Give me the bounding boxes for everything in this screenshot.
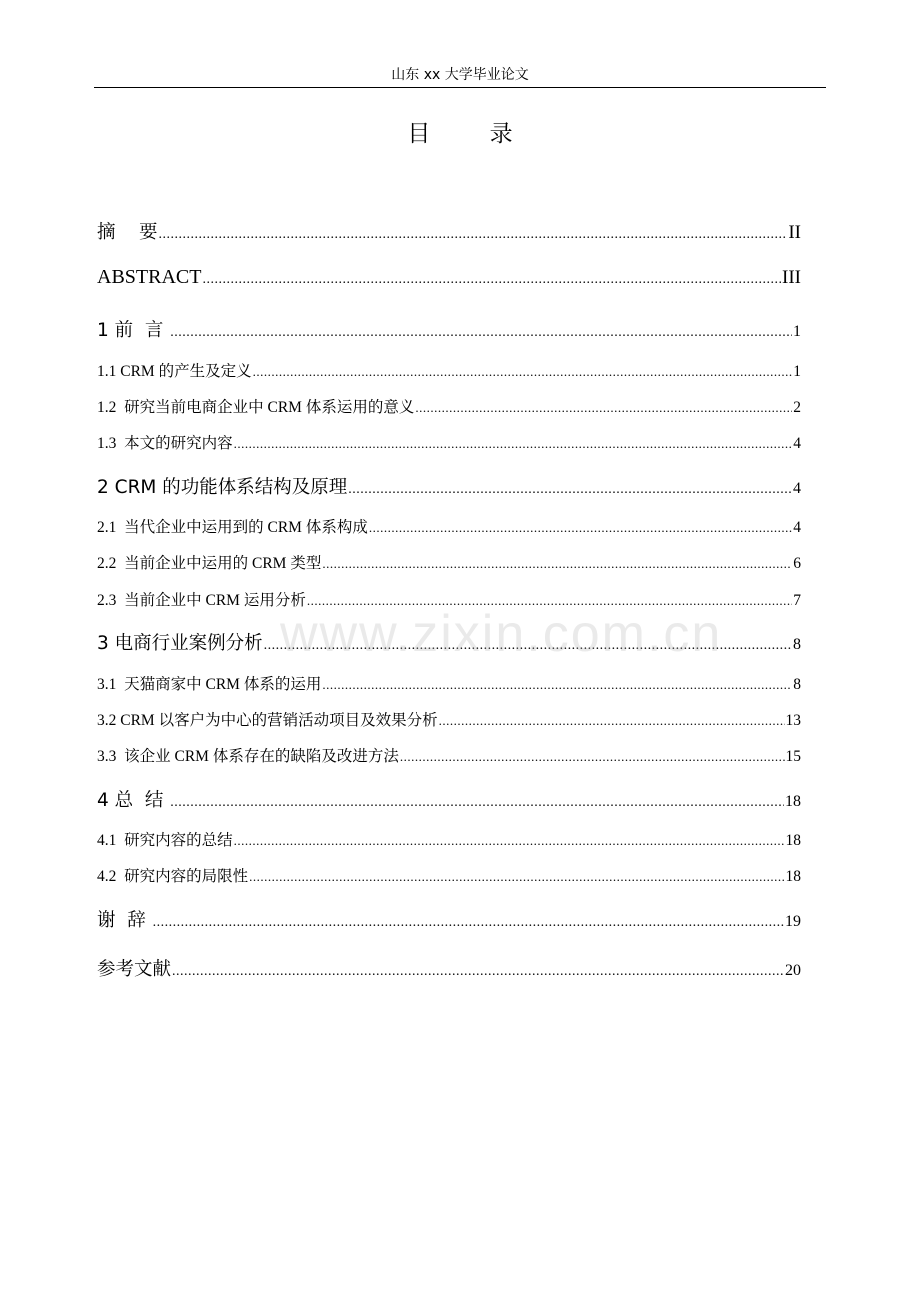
toc-entry-label: 1.3 本文的研究内容 [97, 435, 233, 452]
toc-entry-chapter-4[interactable] [97, 786, 801, 812]
toc-entry-label: 3 电商行业案例分析 [97, 633, 263, 654]
toc-entry-chapter-2[interactable] [97, 473, 801, 499]
toc-page-number: 8 [793, 676, 801, 693]
watermark-text: www.zixin.com.cn [280, 605, 723, 663]
toc-entry-section-1-2[interactable] [97, 395, 801, 417]
toc-page-number: 18 [785, 793, 801, 810]
toc-entry-label: 摘 要 [97, 222, 158, 243]
toc-title: 目 录 [407, 121, 539, 147]
toc-entry-section-2-1[interactable] [97, 515, 801, 537]
toc-leader-dots [264, 638, 792, 654]
toc-leader-dots [202, 272, 781, 288]
toc-page-number: 20 [785, 962, 801, 979]
toc-entry-section-4-1[interactable] [97, 828, 801, 850]
toc-leader-dots [170, 795, 784, 811]
toc-leader-dots [348, 482, 792, 498]
toc-entry-label: 2 CRM 的功能体系结构及原理 [97, 477, 348, 498]
toc-page-number: 2 [793, 399, 801, 416]
toc-entry-section-3-2[interactable] [97, 708, 801, 730]
toc-leader-dots [307, 593, 792, 609]
toc-leader-dots [159, 227, 788, 243]
toc-entry-label: 1.1 CRM 的产生及定义 [97, 363, 252, 380]
toc-leader-dots [234, 833, 785, 849]
toc-leader-dots [170, 325, 792, 341]
toc-leader-dots [234, 436, 793, 452]
toc-entry-label: 3.3 该企业 CRM 体系存在的缺陷及改进方法 [97, 748, 399, 765]
toc-leader-dots [249, 869, 784, 885]
toc-page-number: 1 [793, 363, 801, 380]
toc-page-number: 4 [793, 519, 801, 536]
toc-page-number: 18 [785, 832, 801, 849]
toc-entry-section-2-2[interactable] [97, 551, 801, 573]
toc-entry-section-3-3[interactable] [97, 744, 801, 766]
toc-entry-label: 3.2 CRM 以客户为中心的营销活动项目及效果分析 [97, 712, 438, 729]
toc-entry-section-1-3[interactable] [97, 431, 801, 453]
toc-entry-section-3-1[interactable] [97, 672, 801, 694]
toc-entry-label: 1 前 言 [97, 320, 170, 341]
toc-leader-dots [415, 400, 792, 416]
toc-leader-dots [172, 964, 784, 980]
toc-entry-abstract-en[interactable] [97, 266, 801, 289]
toc-page-number: 6 [793, 555, 801, 572]
toc-entry-label: 参考文献 [97, 959, 172, 980]
toc-entry-label: ABSTRACT [97, 266, 202, 288]
toc-entry-label: 3.1 天猫商家中 CRM 体系的运用 [97, 676, 322, 693]
toc-entry-section-2-3[interactable] [97, 588, 801, 610]
toc-leader-dots [253, 364, 793, 380]
toc-page-number: 7 [793, 592, 801, 609]
toc-leader-dots [322, 677, 792, 693]
toc-entry-label: 2.1 当代企业中运用到的 CRM 体系构成 [97, 519, 368, 536]
toc-leader-dots [369, 520, 792, 536]
toc-page-number: 8 [793, 636, 801, 653]
toc-entry-label: 谢 辞 [97, 910, 152, 931]
toc-entry-acknowledgements[interactable] [97, 906, 801, 932]
toc-page-number: 13 [785, 712, 801, 729]
toc-page-number: 4 [793, 435, 801, 452]
toc-page-number: II [788, 222, 801, 243]
toc-page-number: 1 [793, 323, 801, 340]
toc-entry-chapter-1[interactable] [97, 316, 801, 342]
toc-entry-label: 2.3 当前企业中 CRM 运用分析 [97, 592, 306, 609]
toc-entry-label: 1.2 研究当前电商企业中 CRM 体系运用的意义 [97, 399, 415, 416]
toc-leader-dots [439, 713, 785, 729]
toc-leader-dots [400, 749, 785, 765]
toc-entry-label: 2.2 当前企业中运用的 CRM 类型 [97, 555, 322, 572]
toc-entry-label: 4 总 结 [97, 790, 170, 811]
toc-entry-label: 4.1 研究内容的总结 [97, 832, 233, 849]
toc-page-number: 4 [793, 480, 801, 497]
toc-entry-chapter-3[interactable] [97, 629, 801, 655]
toc-entry-label: 4.2 研究内容的局限性 [97, 868, 249, 885]
toc-entry-section-1-1[interactable] [97, 359, 801, 381]
header-rule [94, 87, 826, 88]
toc-page-number: 15 [785, 748, 801, 765]
toc-page-number: 19 [785, 913, 801, 930]
toc-page-number: III [782, 267, 801, 288]
toc-entry-abstract-cn[interactable] [97, 218, 801, 244]
toc-leader-dots [322, 556, 792, 572]
toc-entry-references[interactable] [97, 955, 801, 981]
toc-entry-section-4-2[interactable] [97, 864, 801, 886]
running-header: 山东 xx 大学毕业论文 [391, 67, 529, 83]
toc-page-number: 18 [785, 868, 801, 885]
toc-leader-dots [153, 915, 784, 931]
